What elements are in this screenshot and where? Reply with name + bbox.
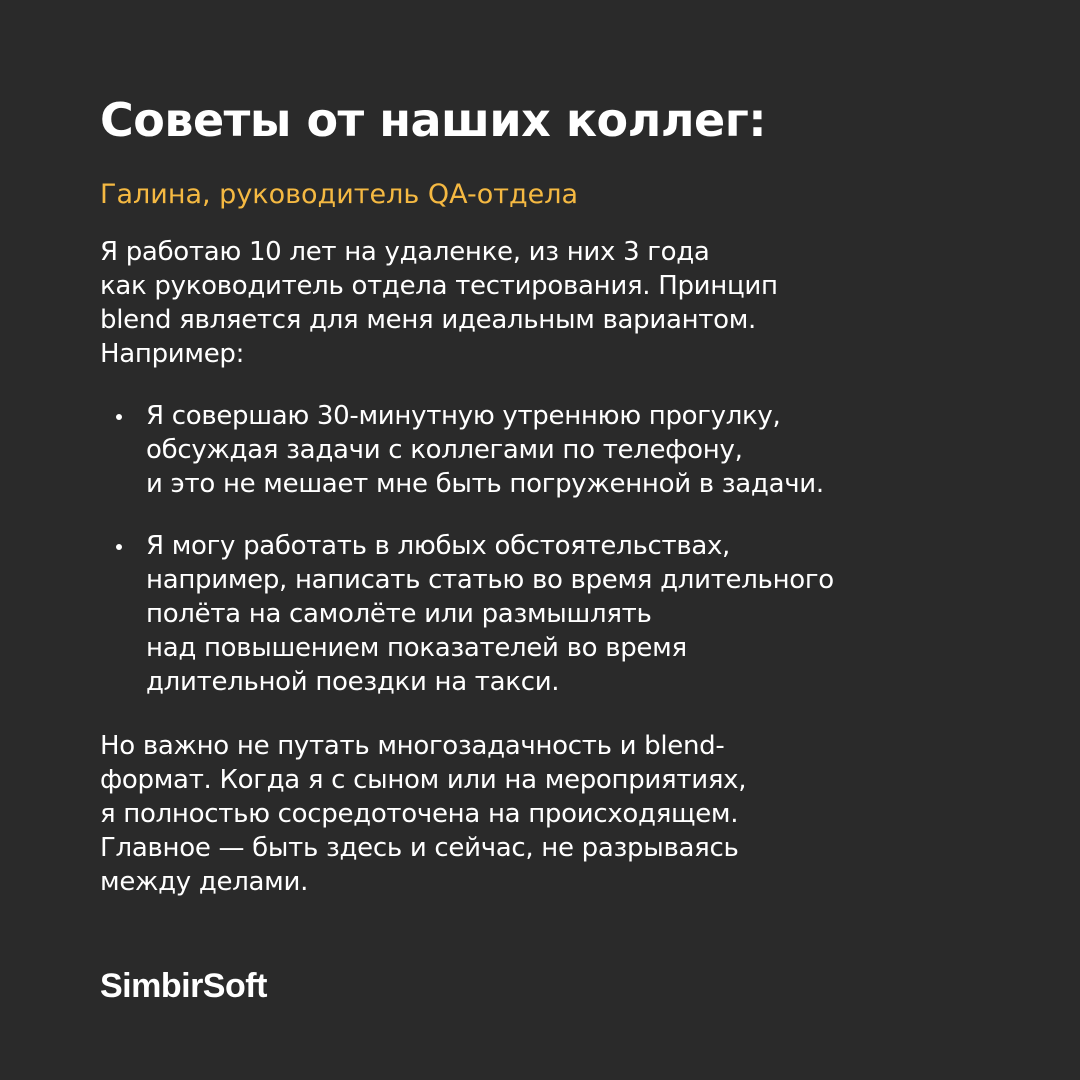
bullet-item: [100, 529, 834, 699]
intro-line: Например:: [100, 339, 245, 369]
outro-line: формат. Когда я с сыном или на мероприятиях,: [100, 765, 747, 795]
bullet-line: Я совершаю 30-минутную утреннюю прогулку,: [146, 401, 781, 431]
intro-paragraph: [100, 235, 778, 371]
intro-line: как руководитель отдела тестирования. Принцип: [100, 271, 778, 301]
intro-line: blend является для меня идеальным вариантом.: [100, 305, 757, 335]
bullet-line: длительной поездки на такси.: [146, 667, 560, 697]
bullet-list: [100, 399, 824, 501]
outro-line: между делами.: [100, 867, 309, 897]
page-title: Советы от наших коллег:: [100, 93, 767, 147]
outro-paragraph: [100, 729, 746, 899]
bullet-line: обсуждая задачи с коллегами по телефону,: [146, 435, 743, 465]
bullet-line: полёта на самолёте или размышлять: [146, 599, 652, 629]
bullet-list: [100, 529, 834, 699]
outro-line: Но важно не путать многозадачность и blend-: [100, 731, 725, 761]
bullet-line: Я могу работать в любых обстоятельствах,: [146, 531, 731, 561]
outro-line: Главное — быть здесь и сейчас, не разрываясь: [100, 833, 739, 863]
outro-line: я полностью сосредоточена на происходящем.: [100, 799, 739, 829]
bullet-item: [100, 399, 824, 501]
bullet-dot-icon: [116, 414, 122, 420]
intro-line: Я работаю 10 лет на удаленке, из них 3 года: [100, 237, 710, 267]
bullet-line: над повышением показателей во время: [146, 633, 687, 663]
simbirsoft-logo: SimbirSoft: [100, 967, 267, 1005]
author-caption: Галина, руководитель QA-отдела: [100, 179, 579, 210]
bullet-line: например, написать статью во время длительного: [146, 565, 834, 595]
bullet-dot-icon: [116, 544, 122, 550]
bullet-line: и это не мешает мне быть погруженной в задачи.: [146, 469, 824, 499]
